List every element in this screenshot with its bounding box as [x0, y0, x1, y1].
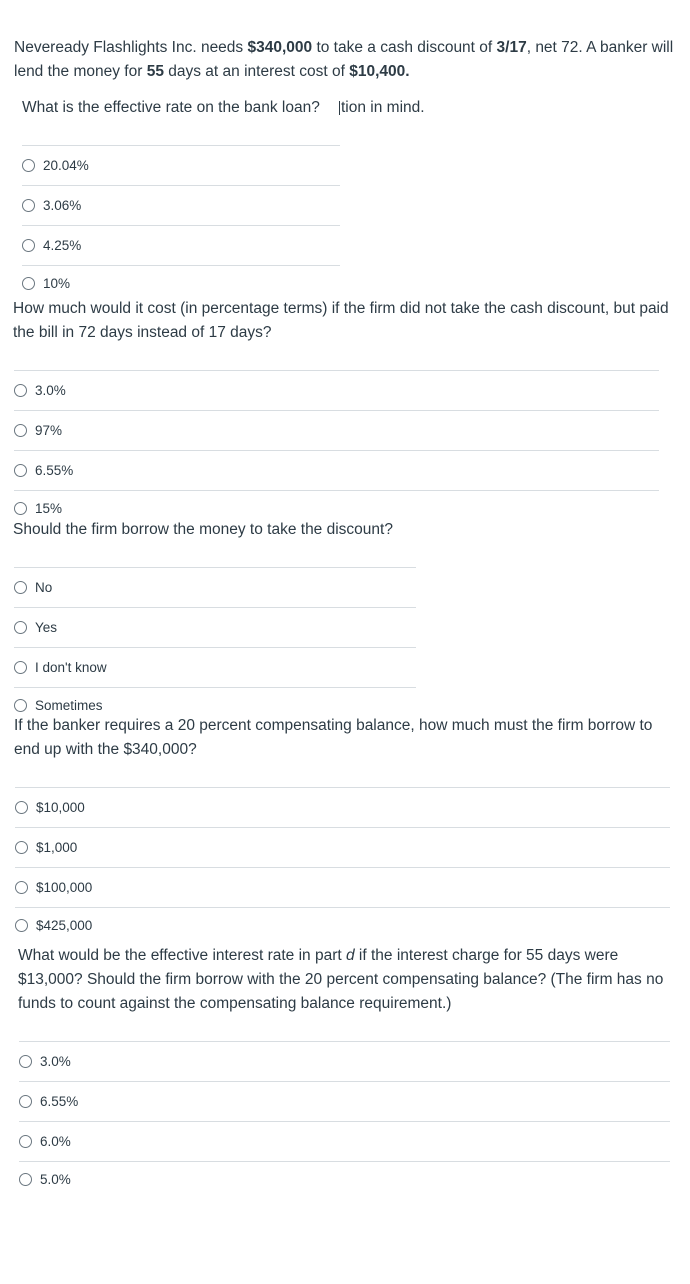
- q4-option-2[interactable]: [15, 827, 670, 867]
- option-label: Sometimes: [35, 698, 103, 713]
- option-label: 10%: [43, 276, 71, 291]
- question-4-text: If the banker requires a 20 percent compensating balance, how much must the firm borrow to end up with the $340,000?: [14, 717, 653, 758]
- option-label: $1,000: [36, 840, 78, 855]
- radio-button[interactable]: [19, 1173, 32, 1186]
- radio-button[interactable]: [14, 581, 27, 594]
- question-1-text: [14, 36, 674, 84]
- radio-button[interactable]: [15, 919, 28, 932]
- radio-button[interactable]: [19, 1135, 32, 1148]
- q3-option-2[interactable]: [14, 607, 416, 647]
- option-label: $425,000: [36, 918, 93, 933]
- radio-button[interactable]: [14, 384, 27, 397]
- q5-option-2[interactable]: [19, 1081, 670, 1121]
- radio-button[interactable]: [15, 841, 28, 854]
- q1-days: 55: [146, 63, 164, 80]
- radio-button[interactable]: [14, 424, 27, 437]
- radio-button[interactable]: [22, 199, 35, 212]
- option-label: 3.0%: [40, 1054, 71, 1069]
- option-label: 97%: [35, 423, 63, 438]
- radio-button[interactable]: [19, 1055, 32, 1068]
- q1-amount: $340,000: [247, 39, 313, 56]
- radio-button[interactable]: [14, 464, 27, 477]
- q4-option-1[interactable]: [15, 787, 670, 827]
- question-3-text: Should the firm borrow the money to take the discount?: [13, 521, 393, 538]
- q2-option-2[interactable]: [14, 410, 659, 450]
- option-label: 20.04%: [43, 158, 89, 173]
- question-2-text: How much would it cost (in percentage terms) if the firm did not take the cash discount, but paid the bill in 72 days instead of 17 days?: [13, 300, 669, 341]
- q1-text-mid: to take a cash discount of: [312, 39, 497, 56]
- q1-terms: 3/17: [496, 39, 527, 56]
- radio-button[interactable]: [22, 239, 35, 252]
- q5-question-italic: d: [345, 947, 355, 964]
- q4-option-4[interactable]: [15, 907, 670, 943]
- option-label: Yes: [35, 620, 58, 635]
- option-label: 6.55%: [35, 463, 74, 478]
- q5-option-4[interactable]: [19, 1161, 670, 1197]
- q5-question-post: if the interest charge for 55 days were $13,000? Should the firm borrow with the 20 percent compensating balance? (The firm has no funds to count against the compensating balance requirement.): [18, 947, 664, 1012]
- q5-question-pre: What would be the effective interest rate in part: [18, 947, 346, 964]
- radio-button[interactable]: [15, 881, 28, 894]
- q4-option-3[interactable]: [15, 867, 670, 907]
- q1-cost: $10,400.: [349, 63, 410, 80]
- text-cursor: [339, 101, 340, 115]
- radio-button[interactable]: [14, 502, 27, 515]
- q3-option-3[interactable]: [14, 647, 416, 687]
- option-label: I don't know: [35, 660, 107, 675]
- option-label: No: [35, 580, 53, 595]
- option-label: 6.0%: [40, 1134, 71, 1149]
- q1-option-3[interactable]: [22, 225, 340, 265]
- q5-option-1[interactable]: [19, 1041, 670, 1081]
- radio-button[interactable]: [19, 1095, 32, 1108]
- option-label: 5.0%: [40, 1172, 71, 1187]
- q2-option-1[interactable]: [14, 370, 659, 410]
- question-1-prompt: [22, 96, 320, 120]
- q1-option-1[interactable]: [22, 145, 340, 185]
- q1-text-pre: Neveready Flashlights Inc. needs: [14, 39, 248, 56]
- option-label: 4.25%: [43, 238, 82, 253]
- radio-button[interactable]: [14, 621, 27, 634]
- option-label: 6.55%: [40, 1094, 79, 1109]
- question-1-overlap-fragment: [339, 96, 425, 120]
- radio-button[interactable]: [22, 159, 35, 172]
- q1-option-4[interactable]: [22, 265, 340, 301]
- q1-question: What is the effective rate on the bank loan?: [22, 99, 320, 116]
- question-5-text: [18, 944, 668, 1016]
- option-label: 3.0%: [35, 383, 66, 398]
- q2-option-3[interactable]: [14, 450, 659, 490]
- radio-button[interactable]: [22, 277, 35, 290]
- option-label: $10,000: [36, 800, 85, 815]
- q1-text-mid2: , net 72. A banker will lend the money for: [14, 39, 674, 80]
- q5-option-3[interactable]: [19, 1121, 670, 1161]
- option-label: 3.06%: [43, 198, 82, 213]
- option-label: $100,000: [36, 880, 93, 895]
- radio-button[interactable]: [15, 801, 28, 814]
- q3-option-1[interactable]: [14, 567, 416, 607]
- q1-overlap-fragment: tion in mind.: [341, 99, 425, 116]
- radio-button[interactable]: [14, 661, 27, 674]
- option-label: 15%: [35, 501, 63, 516]
- radio-button[interactable]: [14, 699, 27, 712]
- q1-option-2[interactable]: [22, 185, 340, 225]
- q1-text-mid3: days at an interest cost of: [163, 63, 350, 80]
